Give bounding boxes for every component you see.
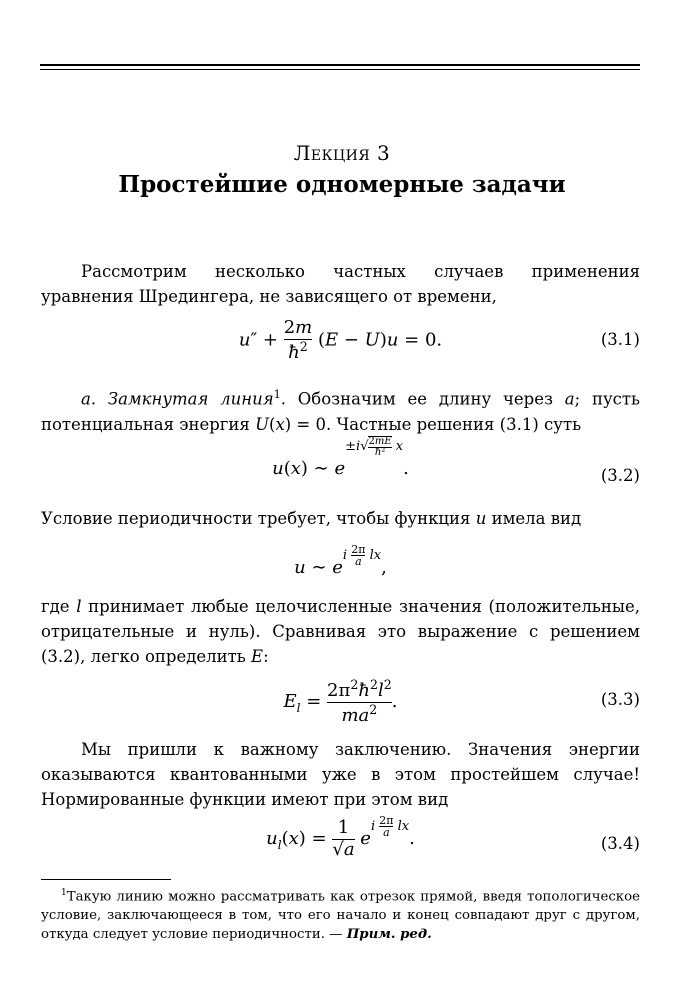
- p4-text-b: принимает любые целочисленные значения (положительные, отрицательные и нуль). Сравнивая это выражение с решением (3.2), легко определить: [41, 597, 640, 666]
- p4-var-E: E: [251, 647, 264, 666]
- footnote: [41, 884, 640, 944]
- equation-3-3: [41, 678, 640, 728]
- equation-3-4-body: $u_l(x)$ = $\frac{1}{√a}$ $e^{i \frac{2\pi}{a} lx}$.: [266, 814, 415, 860]
- footnote-text: Такую линию можно рассматривать как отрезок прямой, введя топологическое условие, заключающееся в том, что его начало и конец совпадают друг с другом, откуда следует условие периодичности. —: [41, 889, 640, 943]
- equation-periodic-body: u ∼ $e^{i \frac{2\pi}{a} lx}$,: [294, 543, 387, 578]
- closed-line-heading: а. Замкнутая линия: [81, 389, 274, 409]
- p2-text-b: ; пусть потенциальная энергия: [41, 389, 640, 434]
- equation-3-2: [41, 435, 640, 494]
- lecture-number: Лекция 3: [293, 141, 391, 165]
- equation-3-3-number: (3.3): [600, 690, 640, 709]
- paragraph-quantization: Мы пришли к важному заключению. Значения энергии оказываются квантованными уже в этом простейшем случае! Нормированные функции имеют при этом вид: [41, 740, 640, 809]
- footnote-rule: [41, 879, 171, 880]
- equation-3-1-number: (3.1): [600, 330, 640, 349]
- p4-text-c: :: [263, 647, 269, 666]
- p4-text-a: где: [41, 597, 77, 616]
- p2-var-a: a: [564, 389, 575, 409]
- p3-text-b: имела вид: [486, 509, 582, 528]
- p4-var-l: l: [76, 597, 82, 616]
- equation-periodic-form: [41, 545, 640, 585]
- equation-3-4-number: (3.4): [600, 834, 640, 853]
- footnote-ref: 1: [273, 388, 281, 401]
- equation-3-3-body: $E_l$ = $\frac{2\pi^2ħ^2l^2}{ma^2}$ .: [283, 677, 398, 726]
- p3-var-u: u: [475, 509, 487, 528]
- p3-text-a: Условие периодичности требует, чтобы функция: [41, 509, 476, 528]
- paragraph-periodicity: [41, 506, 640, 531]
- equation-3-2-body: u(x) ∼ $e^{\pm i√ \frac{2mE}{\text{ħ²}} x}$.: [272, 435, 409, 479]
- top-rule-thick: [40, 64, 640, 66]
- equation-3-4: [41, 814, 640, 870]
- paragraph-closed-line: а. Замкнутая линия$^1$. Обозначим ее длину через a; пусть потенциальная энергия U(x) = 0. Частные решения (3.1) суть: [41, 388, 640, 434]
- top-rule-thin: [40, 69, 640, 70]
- lecture-title: Простейшие одномерные задачи: [118, 171, 566, 198]
- p2-text-a: . Обозначим ее длину через: [280, 389, 565, 409]
- paragraph-integer-values: [41, 594, 640, 669]
- equation-3-2-number: (3.2): [600, 466, 640, 485]
- paragraph-intro: Рассмотрим несколько частных случаев применения уравнения Шредингера, не зависящего от времени,: [41, 262, 640, 306]
- equation-3-1-body: u″ + $\frac{2m}{ħ^2}$ (E − U)u = 0.: [238, 317, 443, 363]
- footnote-editor-note: Прим. ред.: [346, 927, 432, 943]
- footnote-mark: 1: [61, 888, 67, 898]
- p2-text-c: . Частные решения (3.1) суть: [326, 414, 582, 434]
- equation-3-1: [41, 318, 640, 368]
